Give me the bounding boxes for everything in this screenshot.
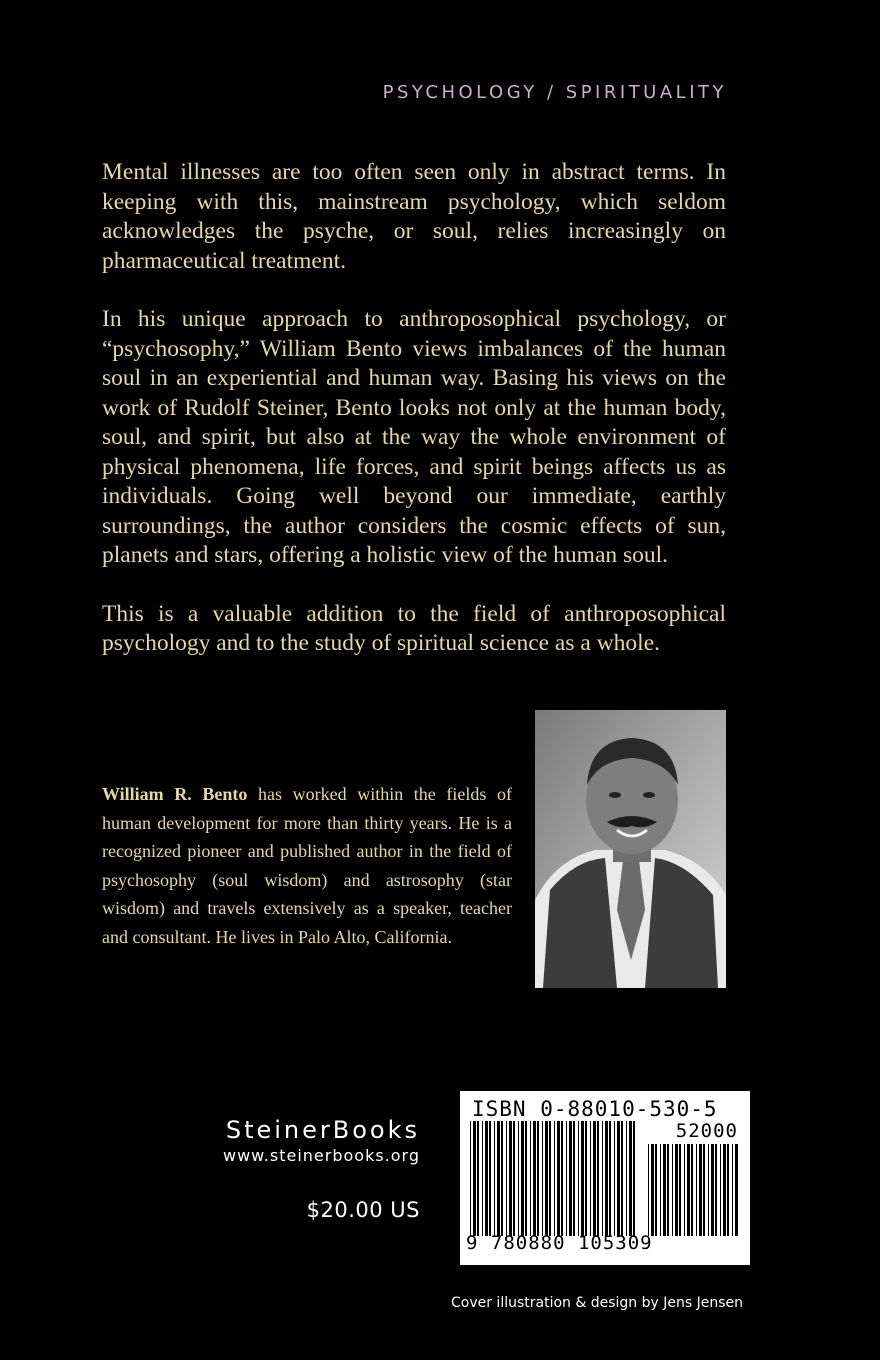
barcode-main-bar (573, 1121, 575, 1236)
barcode-addon-bar (732, 1144, 733, 1236)
barcode-addon-bar (720, 1144, 721, 1236)
barcode-addon-bar (699, 1144, 702, 1236)
author-bio (102, 780, 512, 951)
isbn-text: ISBN 0-88010-530-5 (472, 1097, 718, 1121)
barcode-main-bar (578, 1121, 579, 1236)
blurb (102, 158, 726, 688)
publisher-url: www.steinerbooks.org (223, 1146, 420, 1165)
barcode-main-bar (489, 1121, 491, 1236)
publisher-block (223, 1115, 420, 1167)
barcode-main-bar (485, 1121, 488, 1236)
barcode-main-bar (626, 1121, 627, 1236)
barcode-addon-bar (679, 1144, 681, 1236)
barcode-main-bar (602, 1121, 603, 1236)
price-code: 52000 (675, 1120, 738, 1142)
barcode-main-bar (482, 1121, 483, 1236)
barcode-main-bar (530, 1121, 531, 1236)
barcode-main-bar (593, 1121, 596, 1236)
publisher-name: SteinerBooks (225, 1116, 420, 1144)
barcode-main-bar (525, 1121, 527, 1236)
barcode-addon-bar (727, 1144, 729, 1236)
barcode-addon-bar (735, 1144, 738, 1236)
barcode-main-bar (509, 1121, 512, 1236)
barcode-main-bar (513, 1121, 515, 1236)
barcode-main-bar (561, 1121, 563, 1236)
barcode-main-bar (581, 1121, 584, 1236)
barcode-main-bar (497, 1121, 500, 1236)
barcode-addon-bar (675, 1144, 678, 1236)
barcode-main-bar (597, 1121, 599, 1236)
barcode-addon-bar (696, 1144, 697, 1236)
barcode-main-bar (605, 1121, 608, 1236)
barcode-addon-bar (648, 1144, 649, 1236)
cover-credit: Cover illustration & design by Jens Jensen (450, 1295, 743, 1311)
barcode-addon-bar (687, 1144, 690, 1236)
barcode-addon-bar (708, 1144, 709, 1236)
barcode-main-bar (585, 1121, 587, 1236)
author-photo-illustration (535, 710, 726, 988)
price: $20.00 US (306, 1198, 420, 1222)
blurb-paragraph-3: This is a valuable addition to the field of anthroposophical psychology and to the study of spiritual science as a whole. (102, 600, 726, 656)
barcode-main-bar (566, 1121, 567, 1236)
barcode-main-bar (518, 1121, 519, 1236)
barcode-addon-bar (703, 1144, 705, 1236)
barcode-main-bar (542, 1121, 543, 1236)
barcode-main-bar (477, 1121, 479, 1236)
barcode-main-bar (501, 1121, 503, 1236)
ean-digits: 9 780880 105309 (466, 1232, 653, 1254)
barcode-main-bar (621, 1121, 623, 1236)
barcode-main-bar (537, 1121, 539, 1236)
barcode-main-bar (473, 1121, 476, 1236)
author-name: William R. Bento (102, 784, 248, 804)
barcode-main-bar (569, 1121, 572, 1236)
barcode-addon-bars (648, 1144, 740, 1236)
barcode-addon-bar (672, 1144, 673, 1236)
barcode-main-bar (521, 1121, 524, 1236)
author-photo (535, 710, 726, 988)
isbn-barcode (460, 1091, 750, 1265)
barcode-addon-bar (651, 1144, 654, 1236)
barcode-main-bar (506, 1121, 507, 1236)
blurb-paragraph-2: In his unique approach to anthroposophical psychology, or “psychosophy,” William Bento views imbalances of the human soul in an experiential and human way. Basing his views on the work of Rudolf Steiner, Bento looks not only at the human body, soul, and spirit, but also at the way the whole environment of physical phenomena, life forces, and spirit beings affects us as individuals. Going well beyond our immediate, earthly surroundings, the author considers the cosmic effects of sun, planets and stars, offering a holistic view of the human soul. (102, 306, 726, 568)
barcode-main-bar (614, 1121, 615, 1236)
barcode-addon-bar (711, 1144, 714, 1236)
barcode-main-bar (494, 1121, 495, 1236)
barcode-addon-bar (723, 1144, 726, 1236)
barcode-main-bar (557, 1121, 560, 1236)
barcode-main-bars (470, 1121, 640, 1236)
blurb-paragraph-1: Mental illnesses are too often seen only in abstract terms. In keeping with this, mainstream psychology, which seldom acknowledges the psyche, or soul, relies increasingly on pharmaceutical treatment. (102, 159, 726, 274)
barcode-addon-bar (663, 1144, 666, 1236)
barcode-addon-bar (691, 1144, 693, 1236)
barcode-addon-bar (715, 1144, 717, 1236)
barcode-main-bar (533, 1121, 536, 1236)
barcode-addon-bar (660, 1144, 661, 1236)
barcode-main-bar (590, 1121, 591, 1236)
barcode-main-bar (545, 1121, 548, 1236)
category-label: PSYCHOLOGY / SPIRITUALITY (382, 82, 727, 103)
barcode-addon-bar (655, 1144, 657, 1236)
barcode-main-bar (633, 1121, 635, 1236)
barcode-addon-bar (667, 1144, 669, 1236)
barcode-main-bar (629, 1121, 632, 1236)
barcode-main-bar (554, 1121, 555, 1236)
barcode-main-bar (549, 1121, 551, 1236)
author-bio-text: has worked within the fields of human development for more than thirty years. He is a recognized pioneer and published author in the field of psychosophy (soul wisdom) and astrosophy (star wisdom) and travels extensively as a speaker, teacher and consultant. He lives in Palo Alto, California. (102, 784, 512, 947)
barcode-main-bar (470, 1121, 471, 1236)
barcode-main-bar (617, 1121, 620, 1236)
barcode-addon-bar (684, 1144, 685, 1236)
barcode-main-bar (609, 1121, 611, 1236)
